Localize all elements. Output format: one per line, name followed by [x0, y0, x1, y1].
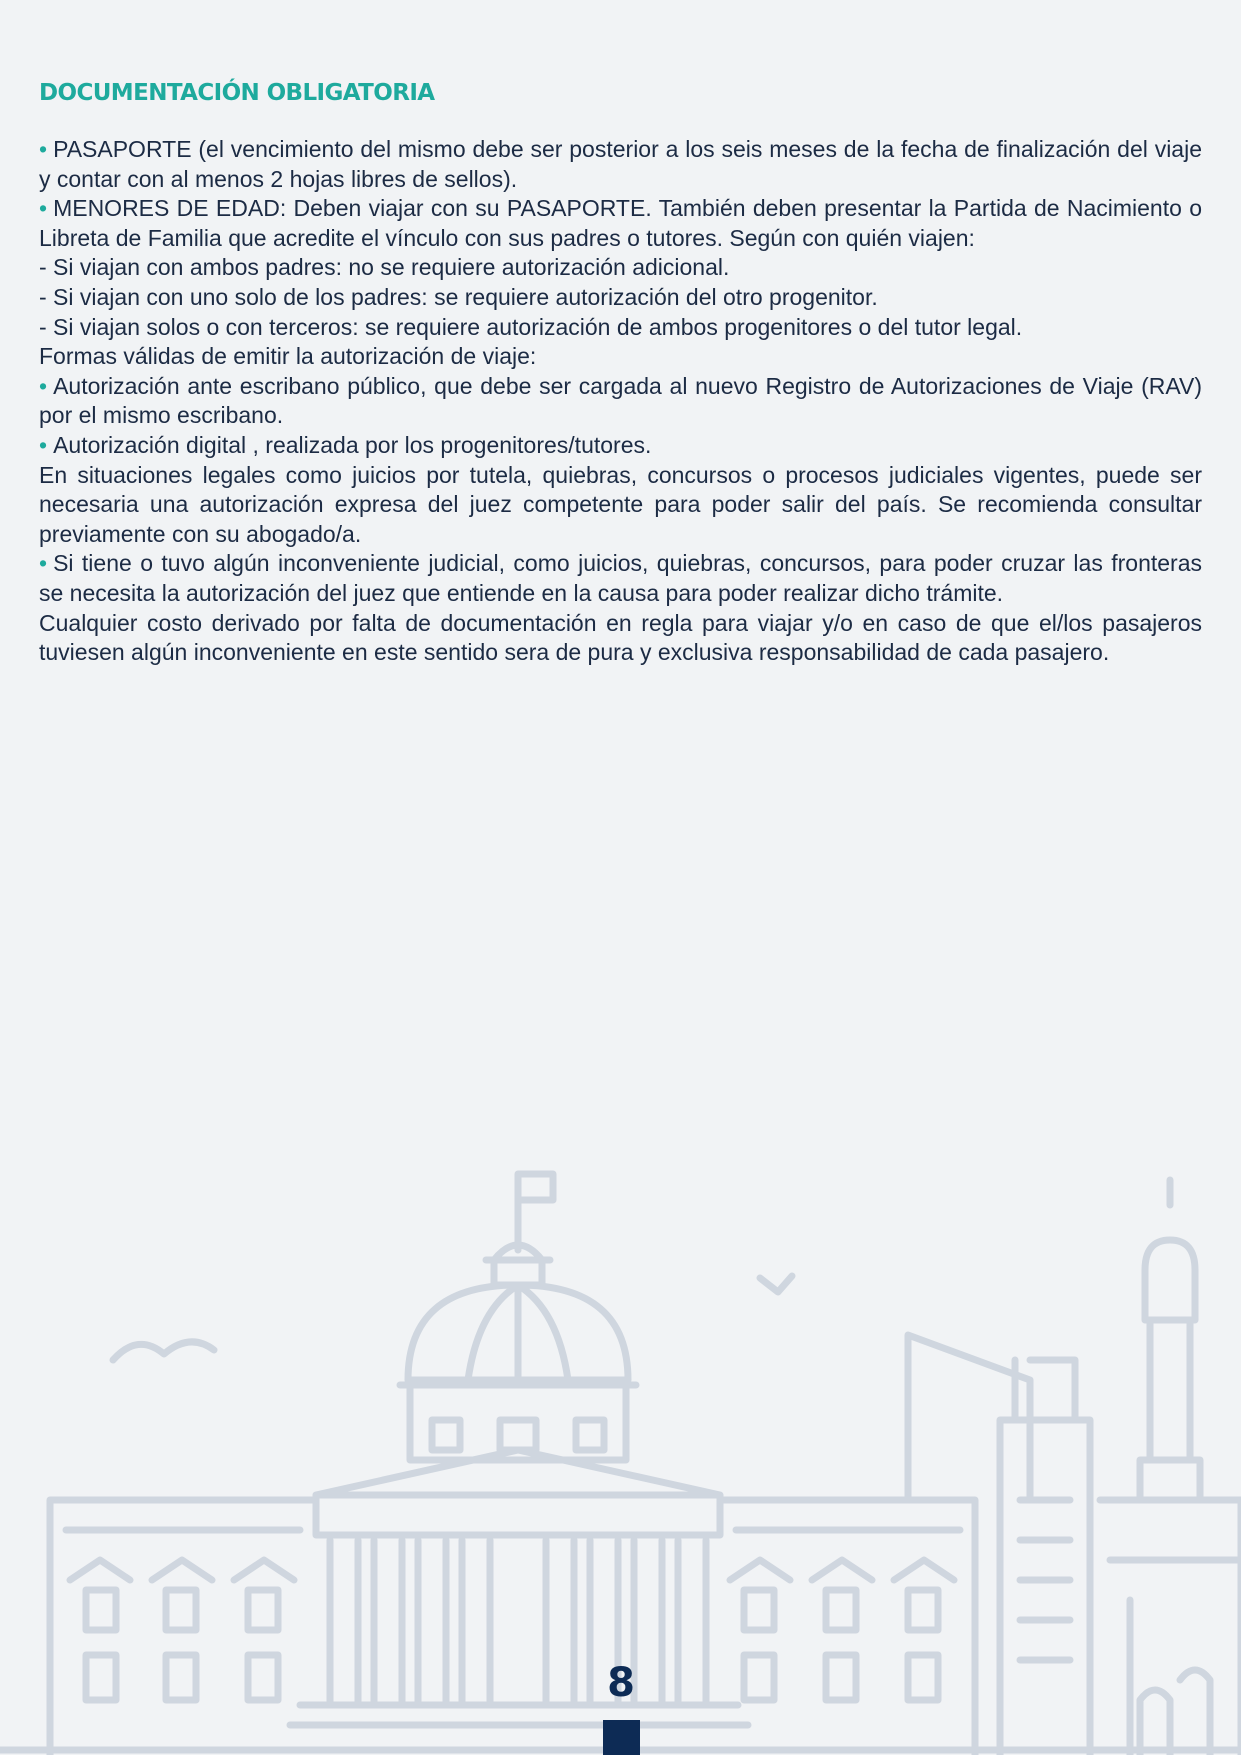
- paragraph-alone-third-parties: - Si viajan solos o con terceros: se requiere autorización de ambos progenitores o del tutor legal.: [39, 313, 1023, 340]
- tall-building: [1000, 1360, 1090, 1755]
- paragraph-one-parent: - Si viajan con uno solo de los padres: se requiere autorización del otro progenitor.: [39, 283, 878, 310]
- flag-icon: [518, 1174, 553, 1250]
- bullet-icon: •: [39, 431, 48, 458]
- bird-icon: [760, 1276, 792, 1292]
- antenna-tower: [1140, 1180, 1200, 1500]
- dome: [408, 1285, 628, 1380]
- bullet-icon: •: [39, 195, 48, 222]
- paragraph-minors: • MENORES DE EDAD: Deben viajar con su PASAPORTE. También deben presentar la Partida de Nacimiento o Libreta de Familia que acredite el vínculo con sus padres o tutores. Según con quién viajen:: [39, 195, 1202, 251]
- steps: [290, 1705, 748, 1725]
- bird-icon: [113, 1342, 214, 1360]
- paragraph-legal-situations: En situaciones legales como juicios por tutela, quiebras, concursos o procesos judiciales vigentes, puede ser necesaria una autorización expresa del juez competente para poder salir del país. Se recomienda consultar previamente con su abogado/a.: [39, 461, 1202, 547]
- bullet-icon: •: [39, 550, 48, 577]
- drum-windows: [432, 1420, 604, 1450]
- page-title: DOCUMENTACIÓN OBLIGATORIA: [39, 80, 435, 106]
- left-windows: [70, 1560, 294, 1700]
- bullet-icon: •: [39, 372, 48, 399]
- document-body: [39, 135, 1202, 668]
- bullet-icon: •: [39, 136, 48, 162]
- right-windows: [730, 1560, 954, 1700]
- page-number: 8: [607, 1660, 635, 1706]
- paragraph-digital-authorization: • Autorización digital , realizada por los progenitores/tutores.: [39, 431, 652, 458]
- page-number-tab: [603, 1720, 640, 1755]
- paragraph-passport: • PASAPORTE (el vencimiento del mismo debe ser posterior a los seis meses de la fecha de finalización del viaje y contar con al menos 2 hojas libres de sellos).: [39, 136, 1202, 192]
- paragraph-valid-forms: Formas válidas de emitir la autorización de viaje:: [39, 343, 537, 370]
- paragraph-judicial-issues: • Si tiene o tuvo algún inconveniente judicial, como juicios, quiebras, concursos, para poder cruzar las fronteras se necesita la autorización del juez que entiende en la causa para poder realizar dicho trámite.: [39, 550, 1202, 606]
- colonnade: [330, 1540, 706, 1705]
- paragraph-both-parents: - Si viajan con ambos padres: no se requiere autorización adicional.: [39, 254, 730, 281]
- paragraph-notary-authorization: • Autorización ante escribano público, que debe ser cargada al nuevo Registro de Autorizaciones de Viaje (RAV) por el mismo escribano.: [39, 372, 1202, 429]
- low-building: [1100, 1500, 1241, 1755]
- paragraph-responsibility: Cualquier costo derivado por falta de documentación en regla para viajar y/o en caso de que el/los pasajeros tuviesen algún inconveniente en este sentido sera de pura y exclusiva responsabilidad de cada pasajero.: [39, 609, 1202, 666]
